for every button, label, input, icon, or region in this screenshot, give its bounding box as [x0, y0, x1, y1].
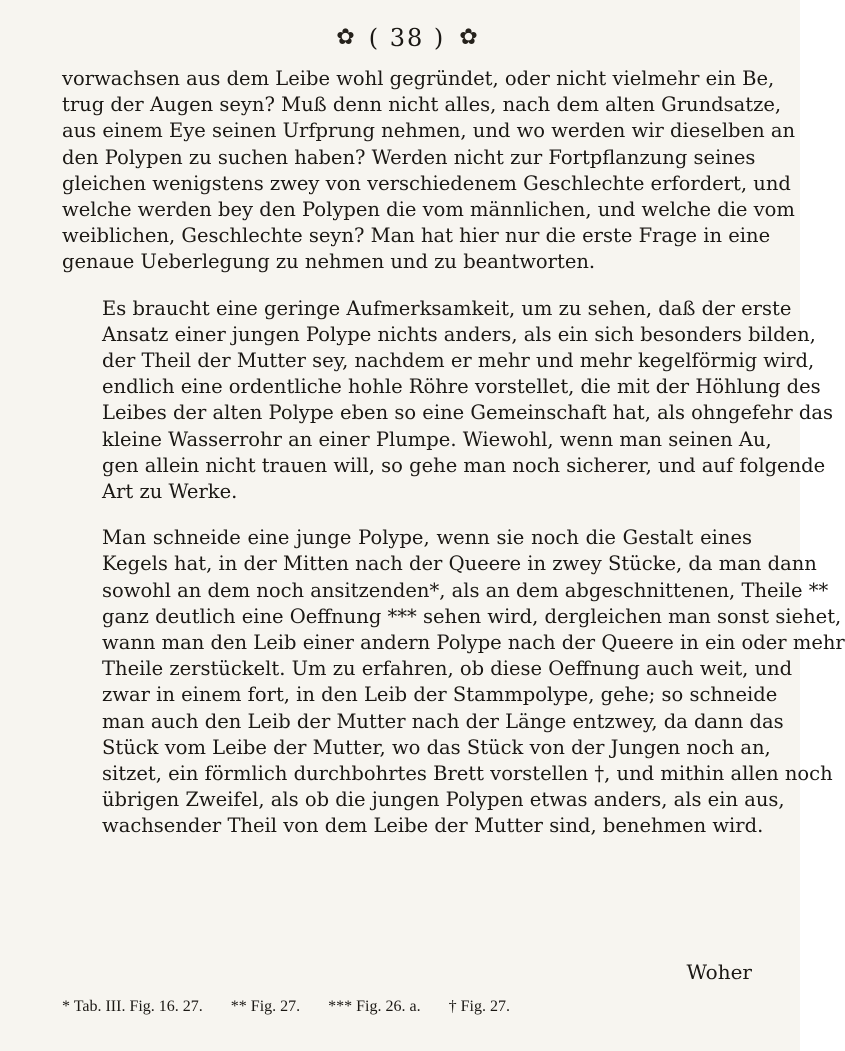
text-line: den Polypen zu suchen haben? Werden nicht zur Fortpflanzung seines: [62, 145, 756, 169]
page-content: [62, 18, 845, 1028]
text-line: ganz deutlich eine Oeffnung *** sehen wird, dergleichen man sonst siehet,: [102, 604, 842, 628]
flower-ornament-icon: ✿: [459, 25, 478, 50]
catchword: Woher: [686, 960, 752, 984]
text-line: Leibes der alten Polype eben so eine Gemeinschaft hat, als ohngefehr das: [102, 401, 834, 425]
text-line: sitzet, ein förmlich durchbohrtes Brett vorstellen †, und mithin allen noch: [102, 762, 833, 786]
text-line: endlich eine ordentliche hohle Röhre vorstellet, die mit der Höhlung des: [102, 375, 821, 399]
text-line: zwar in einem fort, in den Leib der Stammpolype, gehe; so schneide: [102, 683, 778, 707]
text-line: sowohl an dem noch ansitzenden*, als an dem abgeschnittenen, Theile **: [102, 578, 829, 602]
footnotes: [62, 998, 752, 1016]
footnote: *** Fig. 26. a.: [328, 998, 421, 1015]
text-line: Es braucht eine geringe Aufmerksamkeit, um zu sehen, daß der erste: [102, 296, 792, 320]
text-line: trug der Augen seyn? Muß denn nicht alles, nach dem alten Grundsatze,: [62, 93, 782, 117]
text-line: wann man den Leib einer andern Polype nach der Queere in ein oder mehr: [102, 631, 845, 655]
text-line: aus einem Eye seinen Urfprung nehmen, und wo werden wir dieselben an: [62, 119, 796, 143]
text-line: Kegels hat, in der Mitten nach der Queere in zwey Stücke, da man dann: [102, 552, 817, 576]
body-text: [62, 66, 845, 840]
text-line: der Theil der Mutter sey, nachdem er mehr und mehr kegelförmig wird,: [102, 349, 815, 373]
text-line: Theile zerstückelt. Um zu erfahren, ob diese Oeffnung auch weit, und: [102, 657, 793, 681]
text-line: Man schneide eine junge Polype, wenn sie noch die Gestalt eines: [102, 526, 752, 550]
text-line: Art zu Werke.: [102, 480, 238, 504]
text-line: gen allein nicht trauen will, so gehe man noch sicherer, und auf folgende: [102, 453, 826, 477]
text-line: wachsender Theil von dem Leibe der Mutter sind, benehmen wird.: [102, 814, 764, 838]
text-line: gleichen wenigstens zwey von verschiedenem Geschlechte erfordert, und: [62, 171, 791, 195]
text-line: kleine Wasserrohr an einer Plumpe. Wiewohl, wenn man seinen Au,: [102, 427, 772, 451]
paragraph: [62, 525, 845, 839]
text-line: Stück vom Leibe der Mutter, wo das Stück von der Jungen noch an,: [102, 735, 771, 759]
text-line: welche werden bey den Polypen die vom männlichen, und welche die vom: [62, 198, 795, 222]
paragraph: [62, 296, 834, 506]
paragraph: [62, 66, 796, 276]
text-line: Ansatz einer jungen Polype nichts anders, als ein sich besonders bilden,: [102, 322, 816, 346]
page-header: [62, 18, 752, 58]
text-line: man auch den Leib der Mutter nach der Länge entzwey, da dann das: [102, 709, 784, 733]
footnote: ** Fig. 27.: [230, 998, 301, 1015]
text-line: genaue Ueberlegung zu nehmen und zu beantworten.: [62, 250, 596, 274]
flower-ornament-icon: ✿: [336, 25, 355, 50]
text-line: übrigen Zweifel, als ob die jungen Polypen etwas anders, als ein aus,: [102, 788, 785, 812]
footnote: * Tab. III. Fig. 16. 27.: [62, 998, 203, 1015]
text-line: weiblichen, Geschlechte seyn? Man hat hier nur die erste Frage in eine: [62, 224, 771, 248]
text-line: vorwachsen aus dem Leibe wohl gegründet, oder nicht vielmehr ein Be,: [62, 67, 775, 90]
footnote: † Fig. 27.: [448, 998, 510, 1015]
page-number: ( 38 ): [368, 24, 446, 52]
